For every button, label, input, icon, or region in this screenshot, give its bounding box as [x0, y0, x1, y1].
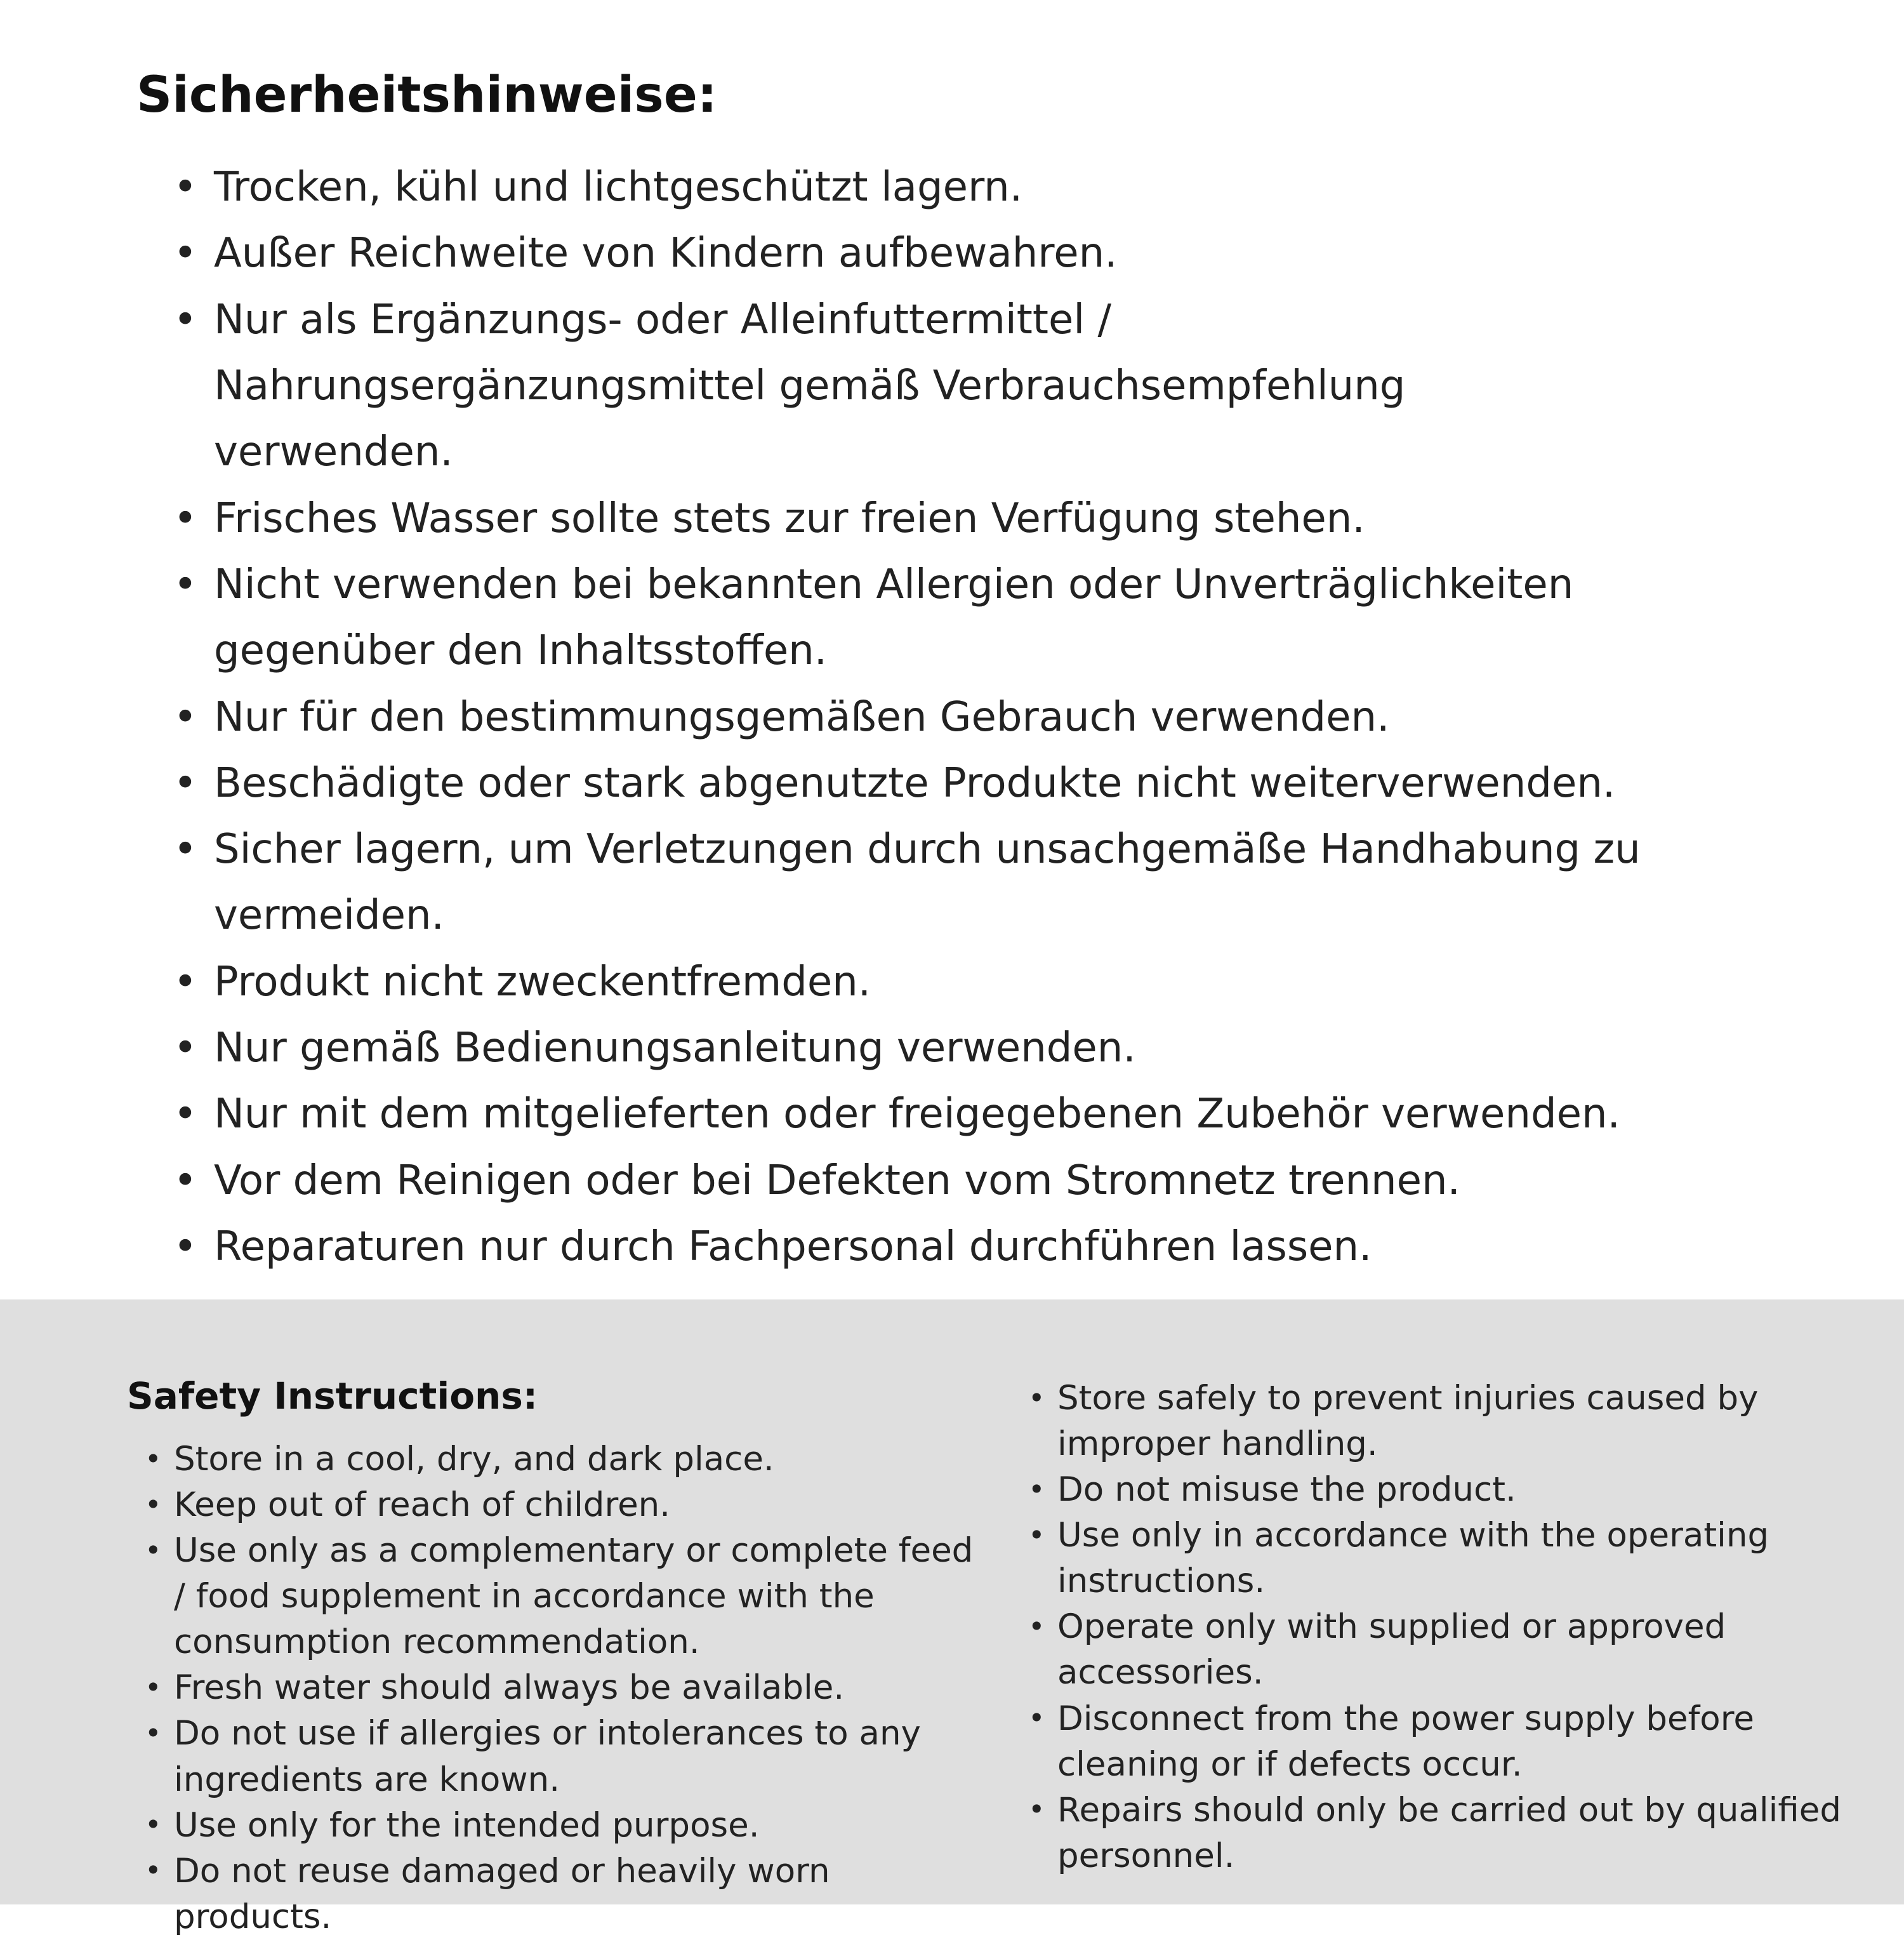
list-item: • Frisches Wasser sollte stets zur freien Verfügung stehen. — [173, 486, 1646, 552]
english-section-title: Safety Instructions: — [127, 1374, 538, 1418]
list-item: • Nur mit dem mitgelieferten oder freigegebenen Zubehör verwenden. — [173, 1081, 1646, 1147]
list-item: • Nicht verwenden bei bekannten Allergien oder Unverträglichkeiten gegenüber den Inhaltsstoffen. — [173, 552, 1646, 684]
list-item: • Do not use if allergies or intolerances to any ingredients are known. — [145, 1711, 990, 1802]
list-item: • Repairs should only be carried out by qualified personnel. — [1028, 1788, 1853, 1879]
list-item: • Reparaturen nur durch Fachpersonal durchführen lassen. — [173, 1214, 1646, 1280]
list-item: • Sicher lagern, um Verletzungen durch unsachgemäße Handhabung zu vermeiden. — [173, 816, 1646, 949]
list-item: • Operate only with supplied or approved accessories. — [1028, 1604, 1853, 1696]
list-item: • Fresh water should always be available. — [145, 1665, 990, 1711]
list-item: • Keep out of reach of children. — [145, 1482, 990, 1528]
list-item: • Nur für den bestimmungsgemäßen Gebrauch verwenden. — [173, 684, 1646, 750]
german-safety-list — [136, 154, 1646, 1280]
german-section-title: Sicherheitshinweise: — [136, 67, 717, 124]
list-item: • Use only as a complementary or complete feed / food supplement in accordance with the consumption recommendation. — [145, 1528, 990, 1665]
list-item: • Trocken, kühl und lichtgeschützt lagern. — [173, 154, 1646, 220]
list-item: • Do not misuse the product. — [1028, 1467, 1853, 1513]
english-right-column — [1028, 1374, 1853, 1904]
list-item: • Use only in accordance with the operating instructions. — [1028, 1513, 1853, 1604]
list-item: • Do not reuse damaged or heavily worn products. — [145, 1849, 990, 1940]
list-item: • Produkt nicht zweckentfremden. — [173, 949, 1646, 1015]
list-item: • Nur gemäß Bedienungsanleitung verwenden. — [173, 1015, 1646, 1081]
list-item: • Use only for the intended purpose. — [145, 1803, 990, 1849]
list-item: • Beschädigte oder stark abgenutzte Produkte nicht weiterverwenden. — [173, 750, 1646, 816]
english-safety-list-left — [127, 1437, 990, 1940]
english-section — [0, 1299, 1904, 1936]
english-safety-list-right — [1028, 1376, 1853, 1879]
list-item: • Store in a cool, dry, and dark place. — [145, 1437, 990, 1482]
english-left-column — [127, 1374, 990, 1936]
list-item: • Disconnect from the power supply before cleaning or if defects occur. — [1028, 1696, 1853, 1788]
list-item: • Vor dem Reinigen oder bei Defekten vom Stromnetz trennen. — [173, 1148, 1646, 1214]
list-item: • Außer Reichweite von Kindern aufbewahren. — [173, 220, 1646, 286]
list-item: • Nur als Ergänzungs- oder Alleinfuttermittel / Nahrungsergänzungsmittel gemäß Verbrauchsempfehlung verwenden. — [173, 287, 1646, 486]
list-item: • Store safely to prevent injuries caused by improper handling. — [1028, 1376, 1853, 1467]
